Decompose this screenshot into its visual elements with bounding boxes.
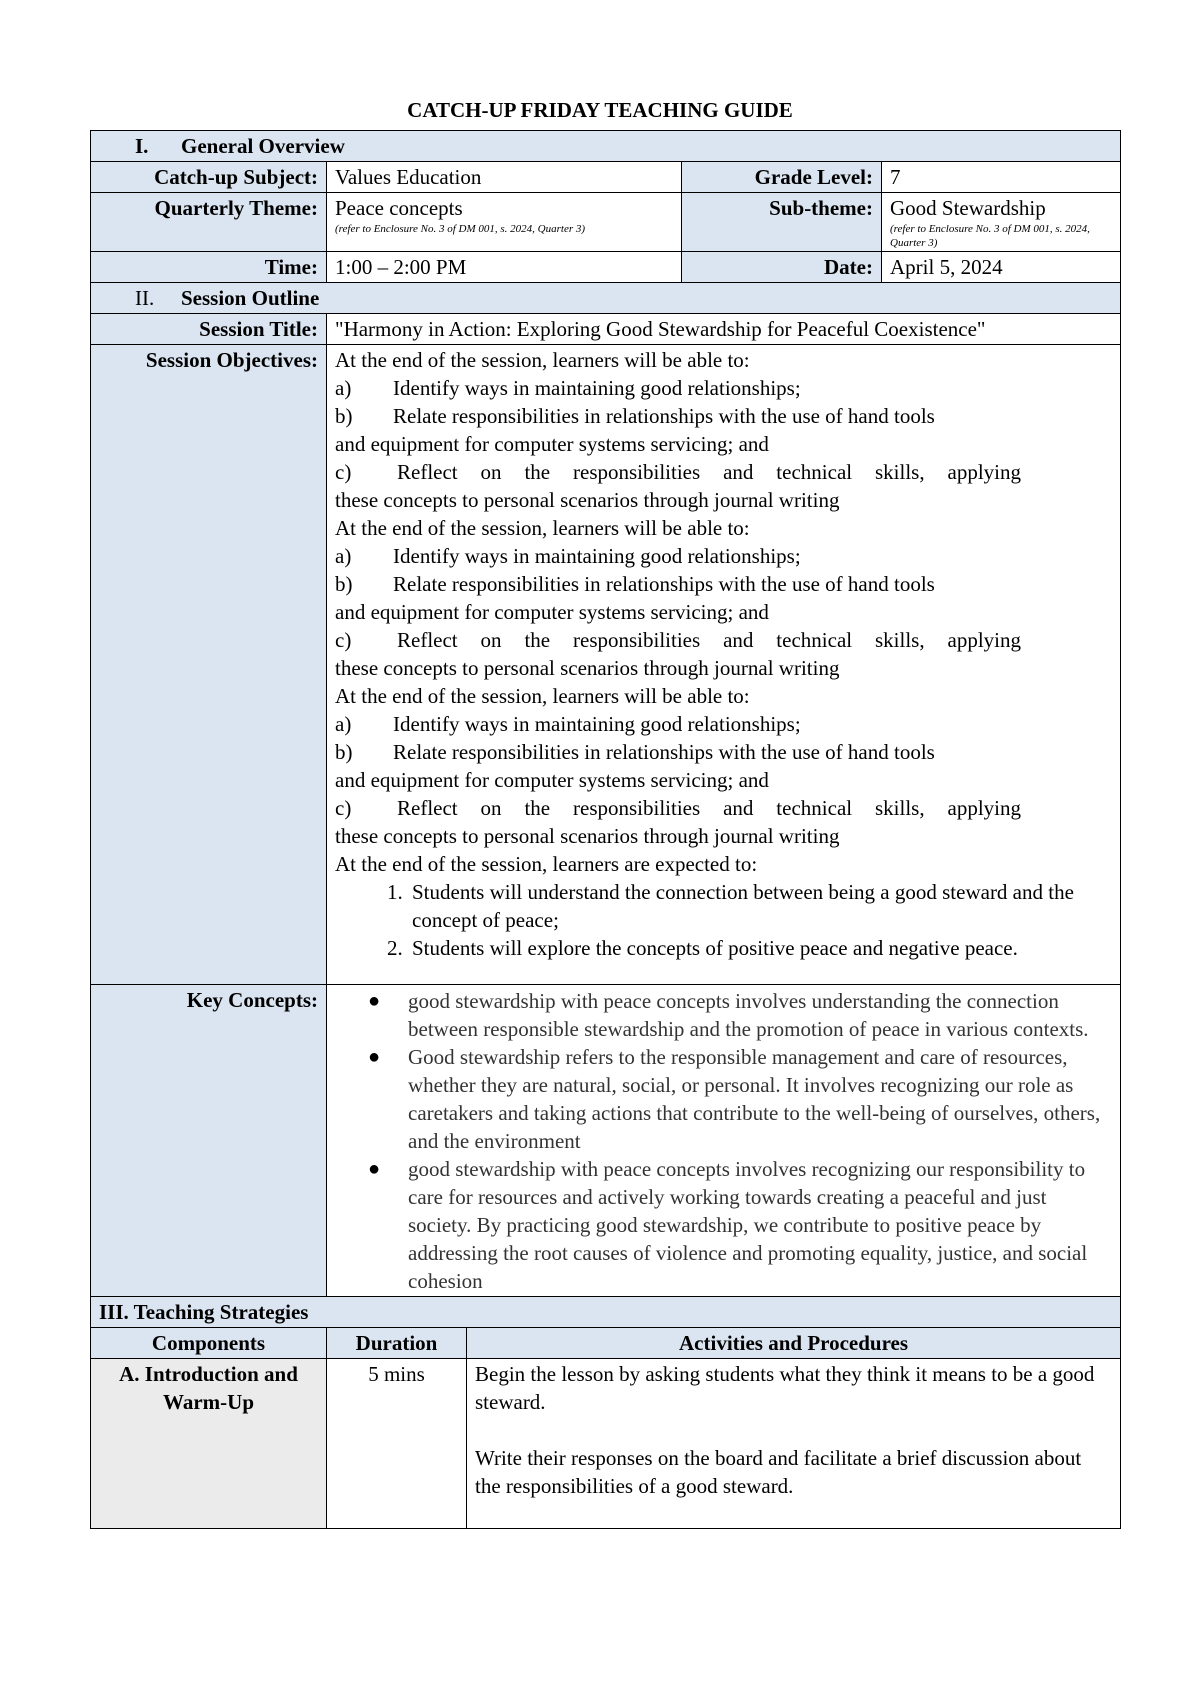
session-title-label: Session Title: [91, 314, 327, 345]
row-session-title [91, 314, 1121, 345]
duration-cell: 5 mins [327, 1359, 467, 1529]
bullet-icon: ● [368, 990, 381, 1012]
objective-item: b) Relate responsibilities in relationships with the use of hand tools [335, 740, 935, 764]
objective-item: c) Reflect on the responsibilities and technical skills, applying [335, 628, 1021, 652]
objective-item: b) Relate responsibilities in relationships with the use of hand tools [335, 404, 935, 428]
grade-value: 7 [882, 162, 1121, 193]
col-header-duration: Duration [327, 1328, 467, 1359]
subtheme-label: Sub-theme: [682, 193, 882, 252]
expected-intro: At the end of the session, learners are expected to: [335, 852, 758, 876]
section-header-teaching-strategies [91, 1297, 1121, 1328]
subject-value: Values Education [327, 162, 682, 193]
objective-intro: At the end of the session, learners will be able to: [335, 348, 750, 372]
objective-item: a) Identify ways in maintaining good relationships; [335, 544, 801, 568]
objective-intro: At the end of the session, learners will be able to: [335, 516, 750, 540]
activity-paragraph: Write their responses on the board and facilitate a brief discussion about the responsibilities of a good steward. [475, 1446, 1082, 1498]
objective-intro: At the end of the session, learners will be able to: [335, 684, 750, 708]
document-title: CATCH-UP FRIDAY TEACHING GUIDE [407, 98, 793, 122]
activity-cell [467, 1359, 1121, 1529]
section-header-general-overview [91, 131, 1121, 162]
objective-continuation: these concepts to personal scenarios through journal writing [335, 488, 840, 512]
date-value: April 5, 2024 [882, 252, 1121, 283]
time-label: Time: [91, 252, 327, 283]
objectives-label: Session Objectives: [91, 345, 327, 985]
objective-continuation: these concepts to personal scenarios through journal writing [335, 824, 840, 848]
theme-value: Peace concepts [335, 196, 463, 220]
row-session-objectives [91, 345, 1121, 985]
expected-outcome-item: 2. Students will explore the concepts of positive peace and negative peace. [408, 934, 1112, 962]
bullet-icon: ● [368, 1046, 381, 1068]
date-label: Date: [682, 252, 882, 283]
objective-item: a) Identify ways in maintaining good relationships; [335, 712, 801, 736]
section-heading: III. Teaching Strategies [99, 1300, 309, 1324]
section-heading: General Overview [181, 134, 345, 158]
grade-label: Grade Level: [682, 162, 882, 193]
row-key-concepts [91, 985, 1121, 1297]
key-concepts-list [335, 987, 1112, 1295]
expected-outcome-item: 1. Students will understand the connection between being a good steward and the concept of peace; [408, 878, 1112, 934]
key-concepts-label: Key Concepts: [91, 985, 327, 1297]
section-number: II. [135, 286, 155, 310]
col-header-components: Components [91, 1328, 327, 1359]
col-header-activities: Activities and Procedures [467, 1328, 1121, 1359]
objectives-cell [327, 345, 1121, 985]
row-time [91, 252, 1121, 283]
bullet-icon: ● [368, 1158, 381, 1180]
objective-item: b) Relate responsibilities in relationships with the use of hand tools [335, 572, 935, 596]
strategies-header-row [91, 1328, 1121, 1359]
theme-cell [327, 193, 682, 252]
subtheme-cell [882, 193, 1121, 252]
strategy-row-introduction [91, 1359, 1121, 1529]
objective-item: a) Identify ways in maintaining good relationships; [335, 376, 801, 400]
expected-outcomes-list [335, 878, 1112, 962]
objective-continuation: these concepts to personal scenarios through journal writing [335, 656, 840, 680]
theme-label: Quarterly Theme: [91, 193, 327, 252]
section-header-session-outline [91, 283, 1121, 314]
objective-continuation: and equipment for computer systems servicing; and [335, 768, 769, 792]
objective-continuation: and equipment for computer systems servicing; and [335, 432, 769, 456]
component-cell: A. Introduction and Warm-Up [91, 1359, 327, 1529]
objective-continuation: and equipment for computer systems servicing; and [335, 600, 769, 624]
objective-item: c) Reflect on the responsibilities and technical skills, applying [335, 460, 1021, 484]
teaching-guide-table [90, 130, 1121, 1529]
time-value: 1:00 – 2:00 PM [327, 252, 682, 283]
key-concept-item: ● Good stewardship refers to the responsible management and care of resources, whether they are natural, social, or personal. It involves recognizing our role as caretakers and taking actions that contribute to the well-being of ourselves, others, and the environment [368, 1045, 1101, 1153]
objective-item: c) Reflect on the responsibilities and technical skills, applying [335, 796, 1021, 820]
activity-paragraph: Begin the lesson by asking students what they think it means to be a good steward. [475, 1362, 1095, 1414]
key-concept-item: ● good stewardship with peace concepts involves recognizing our responsibility to care for resources and actively working towards creating a peaceful and just society. By practicing good stewardship, we contribute to positive peace by addressing the root causes of violence and promoting equality, justice, and social cohesion [368, 1157, 1088, 1293]
subject-label: Catch-up Subject: [91, 162, 327, 193]
key-concept-item: ● good stewardship with peace concepts involves understanding the connection between responsible stewardship and the promotion of peace in various contexts. [368, 989, 1089, 1041]
key-concepts-cell [327, 985, 1121, 1297]
row-subject [91, 162, 1121, 193]
session-title-value: "Harmony in Action: Exploring Good Stewardship for Peaceful Coexistence" [327, 314, 1121, 345]
row-theme [91, 193, 1121, 252]
section-number: I. [135, 134, 149, 158]
theme-note: (refer to Enclosure No. 3 of DM 001, s. 2024, Quarter 3) [335, 223, 586, 235]
section-heading: Session Outline [181, 286, 320, 310]
subtheme-note: (refer to Enclosure No. 3 of DM 001, s. 2024, Quarter 3) [890, 223, 1090, 249]
subtheme-value: Good Stewardship [890, 196, 1046, 220]
